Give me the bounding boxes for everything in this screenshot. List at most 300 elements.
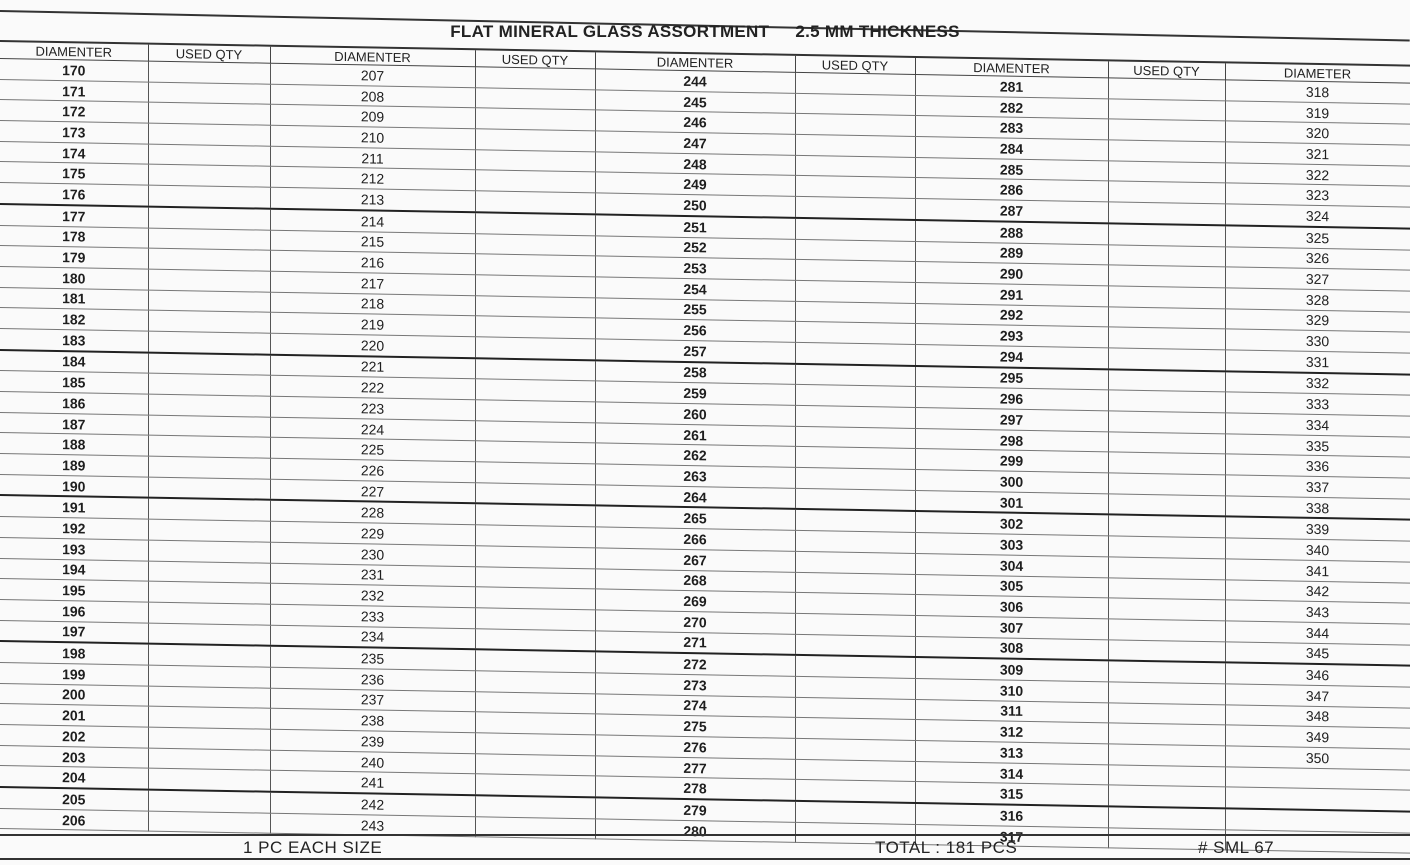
used-qty-cell[interactable]: [795, 405, 915, 428]
diameter-cell: 237: [270, 688, 475, 712]
diameter-cell: 318: [1225, 80, 1410, 104]
diameter-cell: 221: [270, 354, 475, 379]
diameter-cell: 256: [595, 318, 795, 342]
used-qty-cell[interactable]: [795, 655, 915, 678]
used-qty-cell[interactable]: [475, 566, 595, 589]
used-qty-cell[interactable]: [795, 488, 915, 511]
used-qty-cell[interactable]: [795, 531, 915, 554]
used-qty-cell[interactable]: [795, 780, 915, 803]
diameter-cell: 332: [1225, 371, 1410, 395]
diameter-cell: 331: [1225, 350, 1410, 374]
header-used-qty-3: USED QTY: [795, 55, 915, 75]
used-qty-cell[interactable]: [148, 165, 270, 188]
used-qty-cell[interactable]: [795, 593, 915, 616]
used-qty-cell[interactable]: [475, 587, 595, 610]
used-qty-cell[interactable]: [795, 260, 915, 283]
diameter-cell: 349: [1225, 725, 1410, 749]
diameter-cell: 183: [0, 328, 148, 352]
diameter-cell: 264: [595, 485, 795, 510]
diameter-cell: 250: [595, 193, 795, 218]
used-qty-cell[interactable]: [1108, 702, 1225, 725]
diameter-cell: 253: [595, 256, 795, 280]
sheet-footer: [0, 834, 1410, 860]
diameter-cell: 281: [915, 74, 1108, 98]
diameter-cell: 302: [915, 511, 1108, 536]
used-qty-cell[interactable]: [795, 801, 915, 824]
diameter-cell: 201: [0, 704, 148, 727]
used-qty-cell[interactable]: [148, 310, 270, 333]
used-qty-cell[interactable]: [1108, 494, 1225, 517]
used-qty-cell[interactable]: [795, 322, 915, 345]
diameter-cell: 199: [0, 662, 148, 685]
used-qty-cell[interactable]: [148, 623, 270, 646]
used-qty-cell[interactable]: [148, 686, 270, 709]
used-qty-cell[interactable]: [795, 613, 915, 636]
diameter-cell: 346: [1225, 663, 1410, 687]
diameter-cell: 236: [270, 667, 475, 691]
diameter-cell: 176: [0, 183, 148, 207]
header-used-qty-4: USED QTY: [1108, 60, 1225, 80]
used-qty-cell[interactable]: [1108, 369, 1225, 392]
used-qty-cell[interactable]: [475, 191, 595, 214]
diameter-cell: 216: [270, 250, 475, 274]
used-qty-cell[interactable]: [1108, 348, 1225, 371]
used-qty-cell[interactable]: [475, 671, 595, 694]
diameter-cell: 296: [915, 387, 1108, 411]
used-qty-cell[interactable]: [1108, 452, 1225, 475]
used-qty-cell[interactable]: [1108, 99, 1225, 122]
used-qty-cell[interactable]: [148, 456, 270, 479]
used-qty-cell[interactable]: [795, 572, 915, 595]
used-qty-cell[interactable]: [148, 185, 270, 208]
diameter-cell: 212: [270, 167, 475, 191]
used-qty-cell[interactable]: [148, 352, 270, 375]
diameter-cell: 248: [595, 152, 795, 176]
used-qty-cell[interactable]: [1108, 661, 1225, 684]
diameter-cell: 344: [1225, 621, 1410, 645]
diameter-cell: 276: [595, 735, 795, 759]
diameter-cell: 315: [915, 782, 1108, 807]
diameter-cell: 219: [270, 312, 475, 336]
diameter-cell: 213: [270, 187, 475, 212]
diameter-cell: 350: [1225, 746, 1410, 770]
used-qty-cell[interactable]: [148, 477, 270, 500]
diameter-cell: 192: [0, 517, 148, 540]
used-qty-cell[interactable]: [795, 93, 915, 116]
used-qty-cell[interactable]: [795, 239, 915, 262]
diameter-cell: 243: [270, 813, 475, 837]
used-qty-cell[interactable]: [475, 316, 595, 339]
used-qty-cell[interactable]: [795, 114, 915, 137]
used-qty-cell[interactable]: [795, 426, 915, 449]
used-qty-cell[interactable]: [1108, 390, 1225, 413]
diameter-cell: 178: [0, 225, 148, 248]
used-qty-cell[interactable]: [475, 462, 595, 485]
used-qty-cell[interactable]: [475, 712, 595, 735]
diameter-cell: 261: [595, 423, 795, 447]
bottom-border: [0, 858, 1410, 860]
used-qty-cell[interactable]: [795, 385, 915, 408]
diameter-cell: 173: [0, 121, 148, 144]
used-qty-cell[interactable]: [1108, 244, 1225, 267]
used-qty-cell[interactable]: [475, 795, 595, 818]
used-qty-cell[interactable]: [1108, 536, 1225, 559]
header-diameter-5: DIAMETER: [1225, 62, 1410, 83]
diameter-cell: 328: [1225, 288, 1410, 312]
diameter-cell: 184: [0, 350, 148, 374]
diameter-cell: 305: [915, 574, 1108, 598]
diameter-cell: 319: [1225, 101, 1410, 125]
used-qty-cell[interactable]: [795, 134, 915, 157]
used-qty-cell[interactable]: [795, 447, 915, 470]
title-text: FLAT MINERAL GLASS ASSORTMENT: [450, 22, 770, 41]
used-qty-cell[interactable]: [148, 665, 270, 688]
diameter-cell: 197: [0, 620, 148, 644]
header-used-qty-1: USED QTY: [148, 44, 270, 64]
diameter-cell: 177: [0, 204, 148, 228]
used-qty-cell[interactable]: [148, 248, 270, 271]
diameter-cell: 325: [1225, 225, 1410, 249]
used-qty-cell[interactable]: [1108, 785, 1225, 808]
footer-note: 1 PC EACH SIZE: [243, 838, 383, 857]
used-qty-cell[interactable]: [148, 144, 270, 167]
diameter-cell: 335: [1225, 434, 1410, 458]
used-qty-cell[interactable]: [148, 644, 270, 667]
used-qty-cell[interactable]: [795, 218, 915, 241]
diameter-cell: 247: [595, 131, 795, 155]
diameter-cell: 313: [915, 740, 1108, 764]
diameter-cell: 339: [1225, 517, 1410, 541]
used-qty-cell[interactable]: [148, 561, 270, 584]
used-qty-cell[interactable]: [475, 504, 595, 527]
diameter-cell: 170: [0, 59, 148, 82]
used-qty-cell[interactable]: [1108, 765, 1225, 788]
diameter-cell: 269: [595, 589, 795, 613]
used-qty-cell[interactable]: [475, 212, 595, 235]
diameter-cell: 271: [595, 630, 795, 655]
diameter-cell: 295: [915, 366, 1108, 391]
diameter-cell: 190: [0, 474, 148, 498]
diameter-cell: 287: [915, 199, 1108, 224]
used-qty-cell[interactable]: [475, 275, 595, 298]
diameter-cell: 284: [915, 137, 1108, 161]
used-qty-cell[interactable]: [148, 435, 270, 458]
diameter-cell: 174: [0, 141, 148, 164]
used-qty-cell[interactable]: [148, 768, 270, 791]
diameter-cell: 300: [915, 470, 1108, 494]
diameter-cell: 278: [595, 776, 795, 801]
used-qty-cell[interactable]: [795, 759, 915, 782]
header-used-qty-2: USED QTY: [475, 49, 595, 69]
used-qty-cell[interactable]: [475, 337, 595, 360]
footer-total: TOTAL : 181 PCS: [875, 838, 1018, 857]
used-qty-cell[interactable]: [475, 254, 595, 277]
used-qty-cell[interactable]: [475, 483, 595, 506]
diameter-cell: 191: [0, 495, 148, 519]
used-qty-cell[interactable]: [148, 790, 270, 813]
diameter-cell: 238: [270, 709, 475, 733]
used-qty-cell[interactable]: [475, 400, 595, 423]
used-qty-cell[interactable]: [148, 498, 270, 521]
used-qty-cell[interactable]: [148, 415, 270, 438]
used-qty-cell[interactable]: [795, 467, 915, 490]
diameter-cell: 268: [595, 568, 795, 592]
diameter-cell: 299: [915, 449, 1108, 473]
diameter-cell: 171: [0, 79, 148, 102]
used-qty-cell[interactable]: [475, 774, 595, 797]
diameter-cell: 298: [915, 428, 1108, 452]
diameter-cell: 297: [915, 407, 1108, 431]
used-qty-cell[interactable]: [148, 290, 270, 313]
header-diameter-4: DIAMENTER: [915, 57, 1108, 78]
used-qty-cell[interactable]: [475, 650, 595, 673]
used-qty-cell[interactable]: [1108, 411, 1225, 434]
used-qty-cell[interactable]: [1108, 78, 1225, 101]
table-body: [0, 59, 1410, 854]
diameter-cell: 304: [915, 553, 1108, 577]
used-qty-cell[interactable]: [475, 420, 595, 443]
diameter-cell: 223: [270, 396, 475, 420]
diameter-cell: 222: [270, 376, 475, 400]
used-qty-cell[interactable]: [1108, 577, 1225, 600]
diameter-cell: 231: [270, 563, 475, 587]
used-qty-cell[interactable]: [148, 82, 270, 105]
used-qty-cell[interactable]: [795, 697, 915, 720]
used-qty-cell[interactable]: [1108, 161, 1225, 184]
thickness-text: 2.5 MM THICKNESS: [795, 22, 960, 41]
used-qty-cell[interactable]: [795, 634, 915, 657]
used-qty-cell[interactable]: [1108, 286, 1225, 309]
diameter-cell: 205: [0, 787, 148, 811]
used-qty-cell[interactable]: [1108, 265, 1225, 288]
diameter-cell: 210: [270, 125, 475, 149]
diameter-cell: 230: [270, 542, 475, 566]
used-qty-cell[interactable]: [795, 718, 915, 741]
used-qty-cell[interactable]: [1108, 557, 1225, 580]
diameter-cell: 218: [270, 292, 475, 316]
used-qty-cell[interactable]: [1108, 682, 1225, 705]
diameter-cell: 279: [595, 797, 795, 822]
used-qty-cell[interactable]: [475, 108, 595, 131]
diameter-cell: 294: [915, 344, 1108, 369]
used-qty-cell[interactable]: [795, 301, 915, 324]
used-qty-cell[interactable]: [1108, 598, 1225, 621]
diameter-cell: 214: [270, 209, 475, 234]
used-qty-cell[interactable]: [795, 72, 915, 95]
diameter-cell: 175: [0, 162, 148, 185]
used-qty-cell[interactable]: [148, 602, 270, 625]
used-qty-cell[interactable]: [1108, 515, 1225, 538]
used-qty-cell[interactable]: [795, 155, 915, 178]
used-qty-cell[interactable]: [1108, 119, 1225, 142]
used-qty-cell[interactable]: [148, 540, 270, 563]
diameter-cell: 289: [915, 241, 1108, 265]
used-qty-cell[interactable]: [148, 811, 270, 834]
diameter-cell: 337: [1225, 475, 1410, 499]
used-qty-cell[interactable]: [475, 628, 595, 651]
diameter-cell: 202: [0, 725, 148, 748]
diameter-cell: 185: [0, 371, 148, 394]
used-qty-cell[interactable]: [1108, 202, 1225, 225]
diameter-cell: 207: [270, 63, 475, 87]
diameter-cell: 310: [915, 678, 1108, 702]
used-qty-cell[interactable]: [475, 608, 595, 631]
diameter-cell: 251: [595, 214, 795, 239]
used-qty-cell[interactable]: [1108, 306, 1225, 329]
used-qty-cell[interactable]: [475, 170, 595, 193]
diameter-cell: 233: [270, 604, 475, 628]
used-qty-cell[interactable]: [475, 67, 595, 90]
used-qty-cell[interactable]: [1108, 639, 1225, 662]
used-qty-cell[interactable]: [1108, 723, 1225, 746]
diameter-cell: 260: [595, 402, 795, 426]
used-qty-cell[interactable]: [475, 233, 595, 256]
used-qty-cell[interactable]: [1108, 806, 1225, 829]
used-qty-cell[interactable]: [475, 358, 595, 381]
used-qty-cell[interactable]: [148, 331, 270, 354]
used-qty-cell[interactable]: [475, 546, 595, 569]
used-qty-cell[interactable]: [795, 176, 915, 199]
diameter-cell: 288: [915, 220, 1108, 245]
used-qty-cell[interactable]: [148, 228, 270, 251]
used-qty-cell[interactable]: [1108, 473, 1225, 496]
used-qty-cell[interactable]: [148, 748, 270, 771]
used-qty-cell[interactable]: [475, 129, 595, 152]
used-qty-cell[interactable]: [148, 394, 270, 417]
diameter-cell: 333: [1225, 392, 1410, 416]
diameter-cell: 343: [1225, 600, 1410, 624]
diameter-cell: 217: [270, 271, 475, 295]
used-qty-cell[interactable]: [795, 509, 915, 532]
diameter-cell: 341: [1225, 559, 1410, 583]
diameter-cell: 180: [0, 266, 148, 289]
diameter-cell: 257: [595, 339, 795, 364]
diameter-cell: 255: [595, 297, 795, 321]
diameter-cell: 200: [0, 683, 148, 706]
diameter-cell: 239: [270, 729, 475, 753]
diameter-cell: 317: [915, 824, 1108, 848]
used-qty-cell[interactable]: [1108, 744, 1225, 767]
diameter-cell: 252: [595, 235, 795, 259]
diameter-cell: 194: [0, 558, 148, 581]
header-diameter-1: DIAMENTER: [0, 41, 148, 61]
used-qty-cell[interactable]: [148, 61, 270, 84]
diameter-cell: 282: [915, 95, 1108, 119]
used-qty-cell[interactable]: [795, 364, 915, 387]
diameter-cell: 267: [595, 548, 795, 572]
used-qty-cell[interactable]: [795, 676, 915, 699]
used-qty-cell[interactable]: [1108, 327, 1225, 350]
size-table: [0, 40, 1410, 854]
diameter-cell: 240: [270, 750, 475, 774]
used-qty-cell[interactable]: [475, 753, 595, 776]
diameter-cell: 314: [915, 761, 1108, 785]
used-qty-cell[interactable]: [1108, 223, 1225, 246]
used-qty-cell[interactable]: [148, 727, 270, 750]
diameter-cell: 280: [595, 819, 795, 843]
used-qty-cell[interactable]: [148, 581, 270, 604]
used-qty-cell[interactable]: [475, 525, 595, 548]
diameter-cell: 348: [1225, 705, 1410, 729]
used-qty-cell[interactable]: [148, 519, 270, 542]
used-qty-cell[interactable]: [148, 373, 270, 396]
diameter-cell: 234: [270, 625, 475, 650]
used-qty-cell[interactable]: [475, 733, 595, 756]
footer-code: # SML 67: [1198, 838, 1275, 857]
used-qty-cell[interactable]: [795, 280, 915, 303]
diameter-cell: 274: [595, 694, 795, 718]
used-qty-cell[interactable]: [148, 269, 270, 292]
diameter-cell: 312: [915, 720, 1108, 744]
diameter-cell: 224: [270, 417, 475, 441]
diameter-cell: 246: [595, 110, 795, 134]
diameter-cell: 320: [1225, 121, 1410, 145]
diameter-cell: 215: [270, 230, 475, 254]
diameter-cell: 263: [595, 464, 795, 488]
diameter-cell: 254: [595, 277, 795, 301]
used-qty-cell[interactable]: [475, 441, 595, 464]
diameter-cell: 227: [270, 479, 475, 504]
diameter-cell: 309: [915, 657, 1108, 682]
diameter-cell: 347: [1225, 684, 1410, 708]
header-diameter-3: DIAMENTER: [595, 51, 795, 72]
used-qty-cell[interactable]: [1108, 181, 1225, 204]
used-qty-cell[interactable]: [1108, 432, 1225, 455]
diameter-cell: 242: [270, 792, 475, 817]
used-qty-cell[interactable]: [795, 551, 915, 574]
used-qty-cell[interactable]: [148, 706, 270, 729]
used-qty-cell[interactable]: [475, 295, 595, 318]
used-qty-cell[interactable]: [795, 197, 915, 220]
used-qty-cell[interactable]: [475, 691, 595, 714]
diameter-cell: 340: [1225, 538, 1410, 562]
diameter-cell: 249: [595, 172, 795, 196]
diameter-cell: 198: [0, 641, 148, 665]
used-qty-cell[interactable]: [148, 102, 270, 125]
used-qty-cell[interactable]: [1108, 619, 1225, 642]
diameter-cell: 259: [595, 381, 795, 405]
diameter-cell: 321: [1225, 142, 1410, 166]
used-qty-cell[interactable]: [148, 123, 270, 146]
diameter-cell: 307: [915, 615, 1108, 639]
diameter-cell: 179: [0, 246, 148, 269]
used-qty-cell[interactable]: [475, 379, 595, 402]
diameter-cell: 286: [915, 178, 1108, 202]
diameter-cell: 204: [0, 766, 148, 790]
used-qty-cell[interactable]: [795, 738, 915, 761]
used-qty-cell[interactable]: [475, 87, 595, 110]
diameter-cell: 226: [270, 458, 475, 482]
diameter-cell: 334: [1225, 413, 1410, 437]
diameter-cell: 322: [1225, 163, 1410, 187]
diameter-cell: 196: [0, 599, 148, 622]
diameter-cell: 181: [0, 287, 148, 310]
used-qty-cell[interactable]: [1108, 140, 1225, 163]
used-qty-cell[interactable]: [475, 150, 595, 173]
diameter-cell: 293: [915, 324, 1108, 348]
diameter-cell: 342: [1225, 579, 1410, 603]
used-qty-cell[interactable]: [148, 206, 270, 229]
diameter-cell: 188: [0, 433, 148, 456]
sheet-title: [0, 22, 1410, 42]
diameter-cell: 290: [915, 262, 1108, 286]
diameter-cell: 193: [0, 537, 148, 560]
diameter-cell: 232: [270, 583, 475, 607]
diameter-cell: 172: [0, 100, 148, 123]
diameter-cell: 203: [0, 745, 148, 768]
used-qty-cell[interactable]: [795, 342, 915, 365]
diameter-cell: 182: [0, 308, 148, 331]
